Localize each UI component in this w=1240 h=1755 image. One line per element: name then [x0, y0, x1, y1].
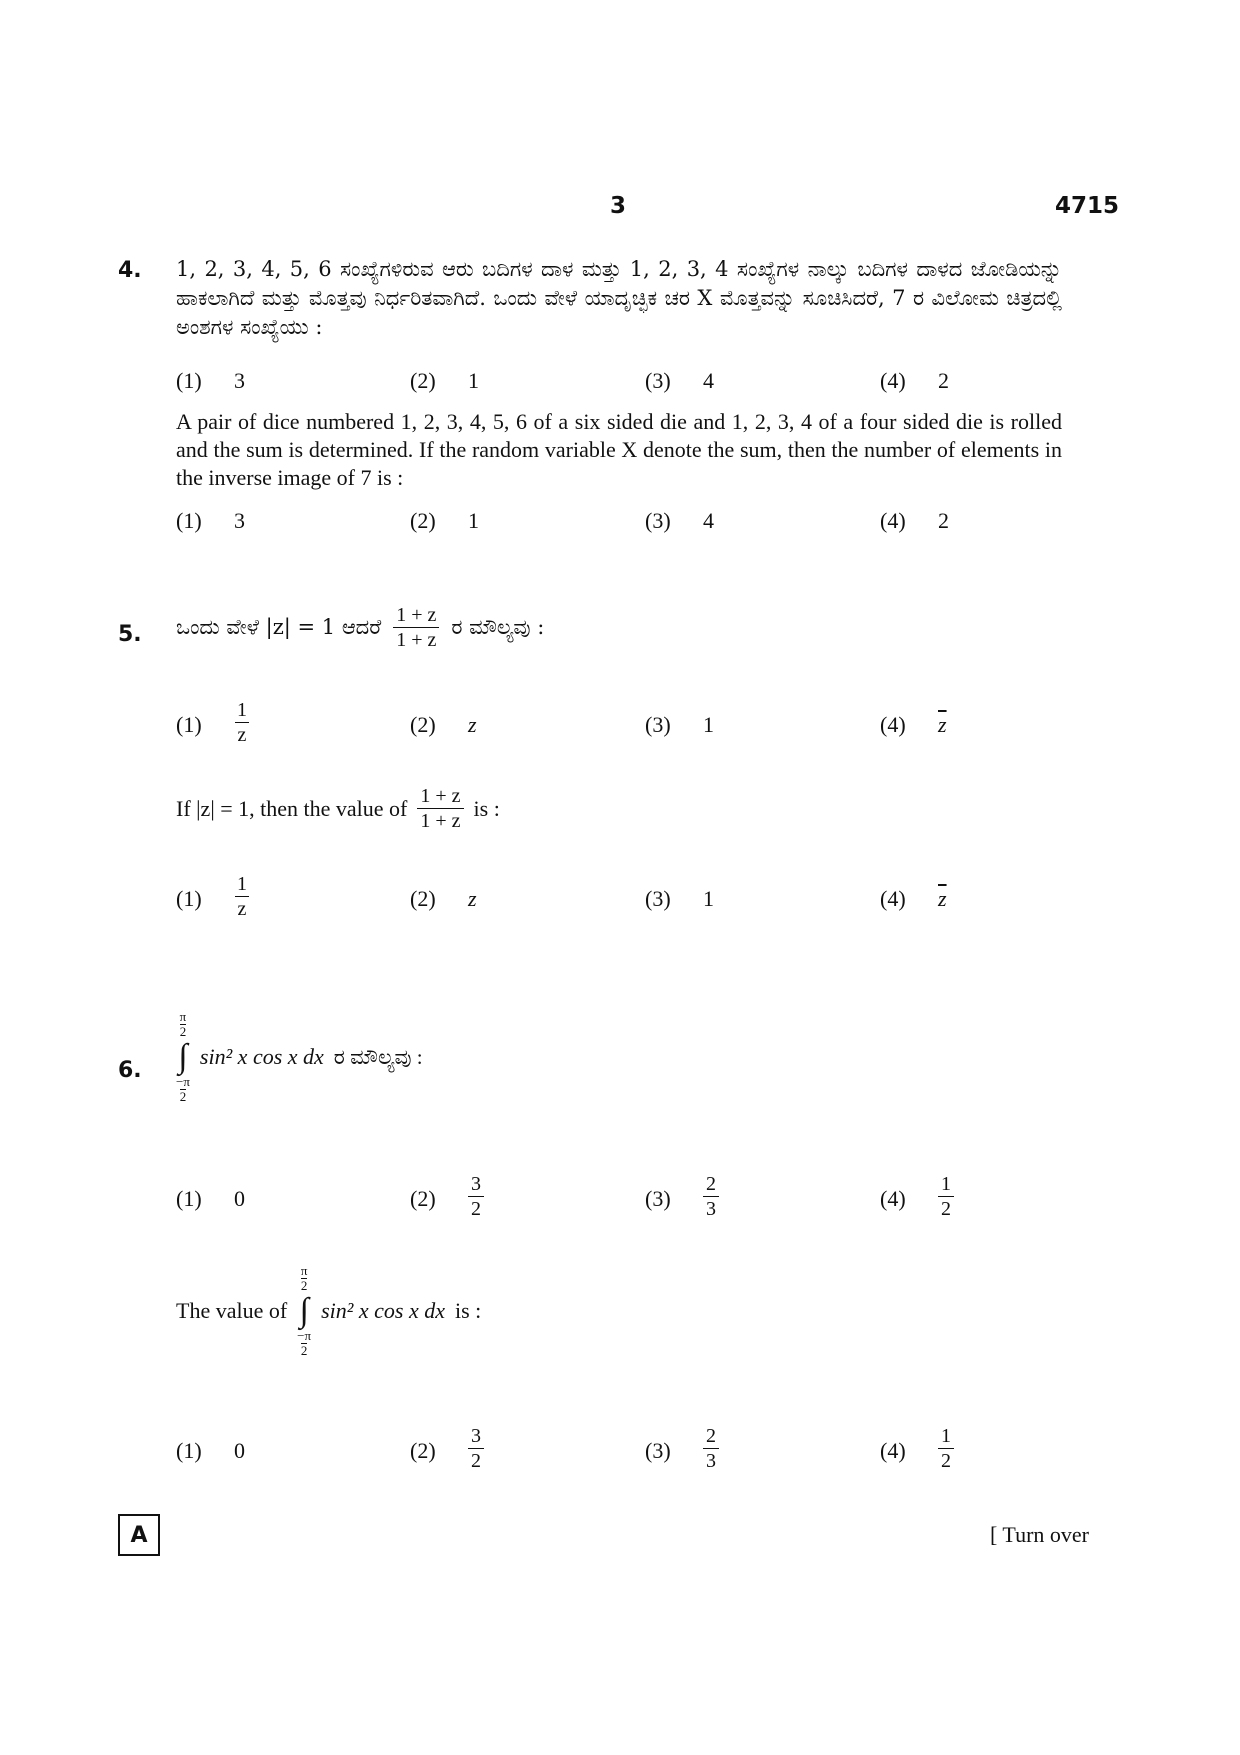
turn-over-label: [ Turn over: [990, 1522, 1090, 1547]
q6-kannada-option-1: (1) 0: [176, 1186, 245, 1211]
q5-english-option-3: (3) 1: [645, 886, 714, 911]
question-4-english: A pair of dice numbered 1, 2, 3, 4, 5, 6 of a six sided die and 1, 2, 3, 4 of a four sided die is rolled and the sum is determined. If the random variable X denote the sum, then the number of elements in the inverse image of 7 is :: [176, 409, 1062, 490]
q5-english-option-2: (2) z: [410, 886, 477, 911]
q4-english-option-1: (1) 3: [176, 508, 245, 533]
q6-integral-sign: π 2 ∫ −π 2: [297, 1263, 312, 1358]
q6-english-option-3: (3) $\frac{2}{3}$: [645, 1438, 671, 1464]
q6-english-option-2: (2) $\frac{3}{2}$: [410, 1438, 436, 1464]
q6-english-integrand: sin² x cos x dx: [321, 1298, 445, 1323]
q6-kannada-option-4: (4) $\frac{1}{2}$: [880, 1186, 906, 1212]
q6-english-option-4: (4) $\frac{1}{2}$: [880, 1438, 906, 1464]
q6-integrand: sin² x cos x dx: [199, 1044, 324, 1069]
q5-english-option-1: (1) $\frac{1}{z}$: [176, 886, 202, 912]
q4-kannada-option-3: (3) 4: [645, 368, 714, 393]
q6-kannada-option-3: (3) $\frac{2}{3}$: [645, 1186, 671, 1212]
q5-kannada-suffix: ರ ಮೌಲ್ಯವು :: [451, 615, 545, 639]
q6-integral-sign: π 2 ∫ −π 2: [176, 1009, 190, 1104]
q6-kannada-option-2: (2) $\frac{3}{2}$: [410, 1186, 436, 1212]
q5-kannada-option-4: (4) $\overline{z}$: [880, 712, 947, 737]
q5-expression: $\frac{1 + z}{1 + z}$: [393, 603, 439, 652]
q5-kannada-option-3: (3) 1: [645, 712, 714, 737]
q5-expression-denominator: 1 + z: [393, 627, 439, 652]
question-6-kannada: [176, 1010, 423, 1104]
q5-english-prefix: If |z| = 1, then the value of: [176, 795, 408, 821]
q6-english-suffix: is :: [454, 1298, 482, 1323]
booklet-code-box: A: [118, 1514, 160, 1556]
q5-kannada-option-2: (2) z: [410, 712, 477, 737]
q4-kannada-option-4: (4) 2: [880, 368, 949, 393]
page-number: 3: [610, 193, 627, 219]
question-6-english: [176, 1264, 481, 1358]
question-4-kannada: 1, 2, 3, 4, 5, 6 ಸಂಖ್ಯೆಗಳಿರುವ ಆರು ಬದಿಗಳ ದಾಳ ಮತ್ತು 1, 2, 3, 4 ಸಂಖ್ಯೆಗಳ ನಾಲ್ಕು ಬದಿಗಳ ದಾಳದ ಜೋಡಿಯನ್ನು ಹಾಕಲಾಗಿದೆ ಮತ್ತು ಮೊತ್ತವು ನಿರ್ಧರಿತವಾಗಿದೆ. ಒಂದು ವೇಳೆ ಯಾದೃಚ್ಛಿಕ ಚರ X ಮೊತ್ತವನ್ನು ಸೂಚಿಸಿದರೆ, 7 ರ ವಿಲೋಮ ಚಿತ್ರದಲ್ಲಿ ಅಂಶಗಳ ಸಂಖ್ಯೆಯು :: [176, 257, 1062, 339]
q4-kannada-option-2: (2) 1: [410, 368, 479, 393]
question-5-english: [176, 784, 500, 833]
q5-kannada-prefix: ಒಂದು ವೇಳೆ |z| = 1 ಆದರೆ: [176, 615, 382, 639]
q4-english-option-2: (2) 1: [410, 508, 479, 533]
q4-kannada-option-1: (1) 3: [176, 368, 245, 393]
q5-english-suffix: is :: [473, 795, 500, 821]
q5-english-option-4: (4) $\overline{z}$: [880, 886, 947, 911]
question-number: 5.: [118, 622, 142, 647]
q4-english-option-3: (3) 4: [645, 508, 714, 533]
question-number: 4.: [118, 258, 142, 283]
q5-english-expression: $\frac{1 + z}{1 + z}$: [417, 784, 463, 833]
q6-kannada-suffix: ರ ಮೌಲ್ಯವು :: [333, 1044, 423, 1069]
q6-english-prefix: The value of: [176, 1298, 288, 1323]
q4-english-option-4: (4) 2: [880, 508, 949, 533]
question-5-kannada: [176, 603, 544, 652]
q6-english-option-1: (1) 0: [176, 1438, 245, 1463]
q5-kannada-option-1: (1) $\frac{1}{z}$: [176, 712, 202, 738]
question-number: 6.: [118, 1058, 142, 1083]
paper-code: 4715: [1055, 193, 1120, 219]
